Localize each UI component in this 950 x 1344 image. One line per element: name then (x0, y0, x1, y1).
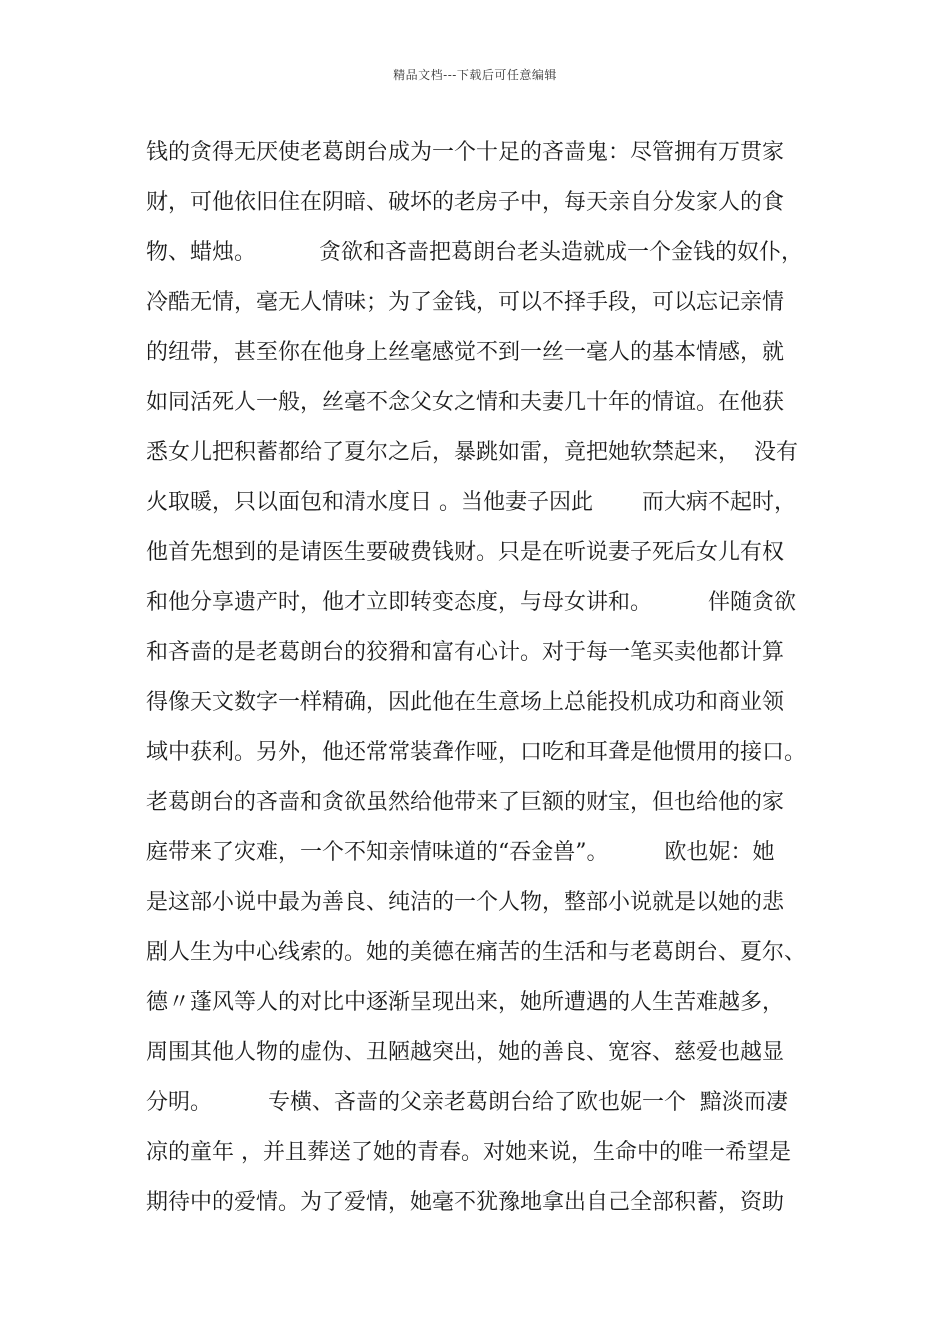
text-line: 和吝啬的是老葛朗台的狡猾和富有心计。对于每一笔买卖他都计算 (146, 640, 785, 665)
text-line: 钱的贪得无厌使老葛朗台成为一个十足的吝啬鬼：尽管拥有万贯家 (146, 140, 785, 165)
text-line: 分明。 专横、吝啬的父亲老葛朗台给了欧也妮一个 黯淡而凄 (146, 1090, 788, 1115)
text-line: 如同活死人一般，丝毫不念父女之情和夫妻几十年的情谊。在他获 (146, 390, 785, 415)
document-body (146, 128, 826, 1228)
text-line: 庭带来了灾难，一个不知亲情味道的“吞金兽”。 欧也妮：她 (146, 840, 775, 865)
text-line: 他首先想到的是请医生要破费钱财。只是在听说妻子死后女儿有权 (146, 540, 785, 565)
text-line: 得像天文数字一样精确，因此他在生意场上总能投机成功和商业领 (146, 690, 785, 715)
text-line: 是这部小说中最为善良、纯洁的一个人物，整部小说就是以她的悲 (146, 890, 785, 915)
text-line: 火取暖，只以面包和清水度日 。当他妻子因此 而大病不起时， (146, 490, 796, 515)
page-header: 精品文档---下载后可任意编辑 (393, 68, 557, 82)
text-line: 冷酷无情，毫无人情味；为了金钱，可以不择手段，可以忘记亲情 (146, 290, 785, 315)
text-line: 剧人生为中心线索的。她的美德在痛苦的生活和与老葛朗台、夏尔、 (146, 940, 807, 965)
text-line: 悉女儿把积蓄都给了夏尔之后，暴跳如雷，竟把她软禁起来， 没有 (146, 440, 798, 465)
text-line: 的纽带，甚至你在他身上丝毫感觉不到一丝一毫人的基本情感，就 (146, 340, 785, 365)
text-line: 和他分享遗产时，他才立即转变态度，与母女讲和。 伴随贪欲 (146, 590, 796, 615)
text-line: 财，可他依旧住在阴暗、破坏的老房子中，每天亲自分发家人的食 (146, 190, 785, 215)
text-line: 周围其他人物的虚伪、丑陋越突出，她的善良、宽容、慈爱也越显 (146, 1040, 785, 1065)
text-line: 期待中的爱情。为了爱情，她毫不犹豫地拿出自己全部积蓄，资助 (146, 1190, 785, 1215)
text-line: 凉的童年 ，并且葬送了她的青春。对她来说，生命中的唯一希望是 (146, 1140, 791, 1165)
text-line: 老葛朗台的吝啬和贪欲虽然给他带来了巨额的财宝，但也给他的家 (146, 790, 785, 815)
text-line: 物、蜡烛。 贪欲和吝啬把葛朗台老头造就成一个金钱的奴仆， (146, 240, 803, 265)
text-line: 域中获利。另外，他还常常装聋作哑，口吃和耳聋是他惯用的接口。 (146, 740, 807, 765)
text-line: 德〃蓬风等人的对比中逐渐呈现出来，她所遭遇的人生苦难越多， (146, 990, 785, 1015)
